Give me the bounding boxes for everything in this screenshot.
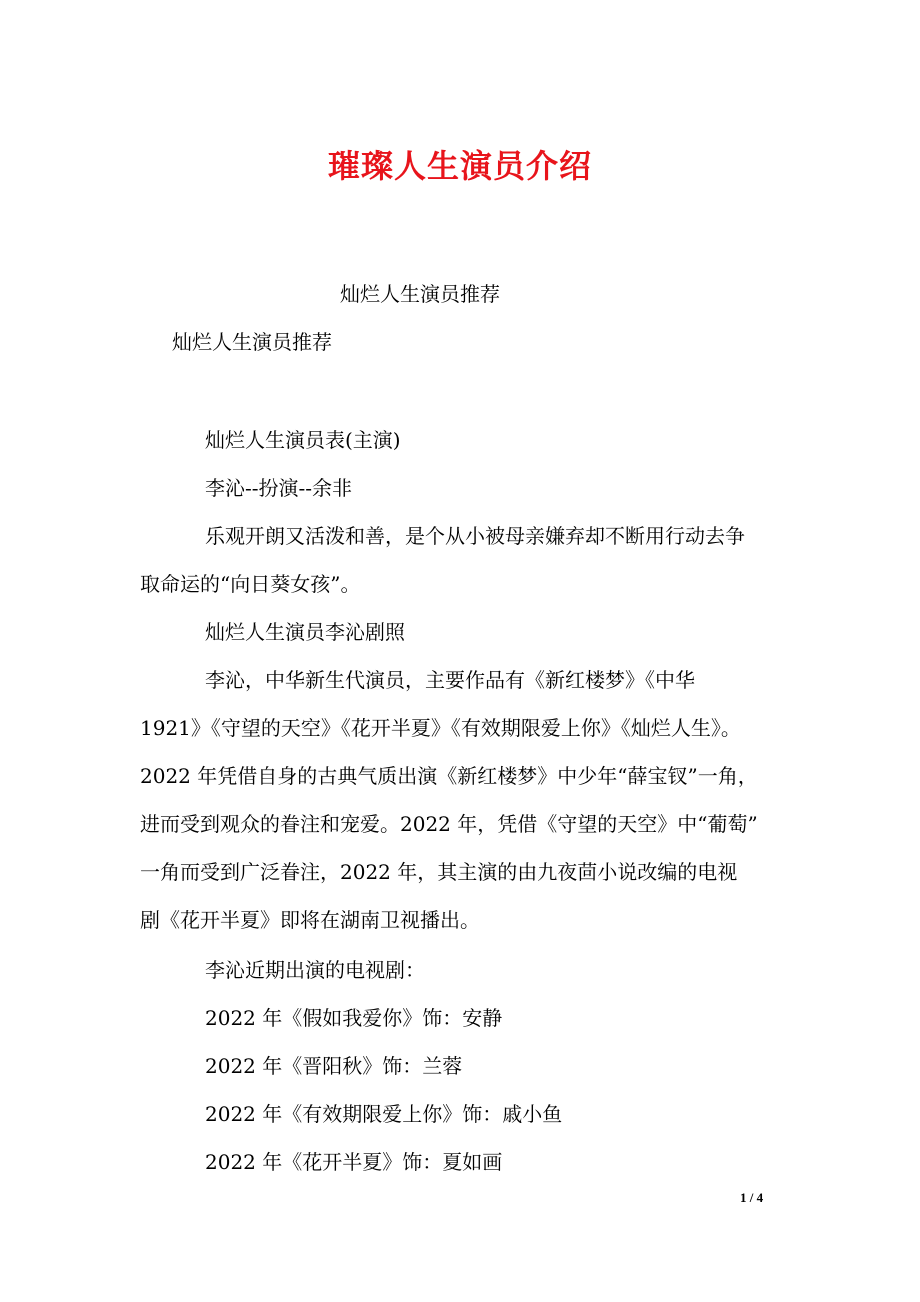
subtitle-centered: 灿烂人生演员推荐 <box>340 282 500 306</box>
bio-line-3: 2022 年凭借自身的古典气质出演《新红楼梦》中少年“薛宝钗”一角， <box>140 764 758 788</box>
work-item-4: 2022 年《花开半夏》饰：夏如画 <box>205 1150 503 1174</box>
bio-line-4: 进而受到观众的眷注和宠爱。2022 年，凭借《守望的天空》中“葡萄” <box>140 812 758 836</box>
bio-line-5: 一角而受到广泛眷注，2022 年，其主演的由九夜茴小说改编的电视 <box>140 860 738 884</box>
bio-line-6: 剧《花开半夏》即将在湖南卫视播出。 <box>140 908 480 932</box>
document-title: 璀璨人生演员介绍 <box>327 147 592 185</box>
character-description-line-1: 乐观开朗又活泼和善，是个从小被母亲嫌弃却不断用行动去争 <box>205 524 745 548</box>
work-item-2: 2022 年《晋阳秋》饰：兰蓉 <box>205 1054 463 1078</box>
character-description-line-2: 取命运的“向日葵女孩”。 <box>140 572 361 596</box>
cast-list-heading: 灿烂人生演员表(主演) <box>205 428 401 452</box>
work-item-1: 2022 年《假如我爱你》饰：安静 <box>205 1006 503 1030</box>
page-number: 1 / 4 <box>740 1190 764 1205</box>
subtitle-left: 灿烂人生演员推荐 <box>172 330 332 354</box>
photo-caption: 灿烂人生演员李沁剧照 <box>205 620 405 644</box>
bio-line-1: 李沁，中华新生代演员，主要作品有《新红楼梦》《中华 <box>205 668 695 692</box>
recent-works-heading: 李沁近期出演的电视剧： <box>205 958 425 982</box>
work-item-3: 2022 年《有效期限爱上你》饰：戚小鱼 <box>205 1102 563 1126</box>
cast-role-line: 李沁--扮演--余非 <box>205 476 353 500</box>
bio-line-2: 1921》《守望的天空》《花开半夏》《有效期限爱上你》《灿烂人生》。 <box>140 716 741 740</box>
